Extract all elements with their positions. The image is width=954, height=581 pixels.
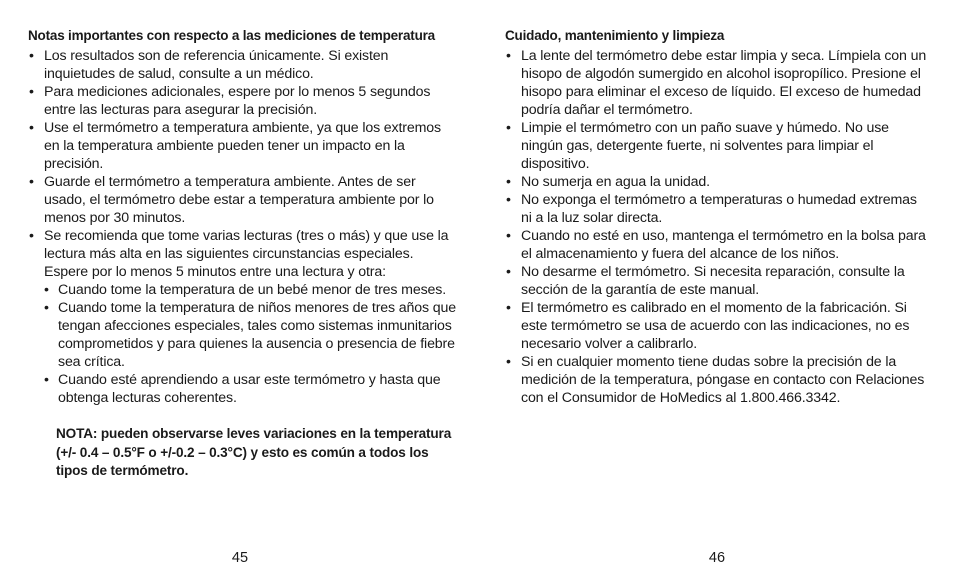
list-item: • Cuando no esté en uso, mantenga el termómetro en la bolsa para el almacenamiento y fuera del alcance de los niños.: [505, 227, 930, 263]
list-item: • El termómetro es calibrado en el momento de la fabricación. Si este termómetro se usa de acuerdo con las indicaciones, no es necesario volver a calibrarlo.: [505, 299, 930, 353]
left-page: [28, 27, 456, 481]
sub-list-item: • Cuando tome la temperatura de un bebé menor de tres meses.: [44, 281, 456, 299]
list-item: • La lente del termómetro debe estar limpia y seca. Límpiela con un hisopo de algodón sumergido en alcohol isopropílico. Presione el hisopo para eliminar el exceso de líquido. El exceso de humedad podría dañar el termómetro.: [505, 47, 930, 119]
right-page: [505, 27, 930, 407]
care-cleaning-heading: Cuidado, mantenimiento y limpieza: [505, 28, 725, 43]
list-item: • Guarde el termómetro a temperatura ambiente. Antes de ser usado, el termómetro debe estar a temperatura ambiente por lo menos por 30 minutos.: [28, 173, 456, 227]
variation-note: NOTA: pueden observarse leves variaciones en la temperatura (+/- 0.4 – 0.5°F o +/-0.2 – 0.3°C) y esto es común a todos los tipos de termómetro.: [56, 426, 452, 478]
list-item: • No sumerja en agua la unidad.: [505, 173, 930, 191]
list-item-with-subitems: [28, 227, 456, 407]
list-item-text: Se recomienda que tome varias lecturas (tres o más) y que use la lectura más alta en las siguientes circunstancias especiales. Espere por lo menos 5 minutos entre una lectura y otra:: [44, 228, 449, 280]
circumstances-sublist: [44, 281, 456, 407]
sub-list-item: • Cuando tome la temperatura de niños menores de tres años que tengan afecciones especiales, tales como sistemas inmunitarios comprometidos y para quienes la ausencia o presencia de fiebre sea crítica.: [44, 299, 456, 371]
care-cleaning-list: [505, 47, 930, 407]
list-item: • Si en cualquier momento tiene dudas sobre la precisión de la medición de la temperatura, póngase en contacto con Relaciones con el Consumidor de HoMedics al 1.800.466.3342.: [505, 353, 930, 407]
list-item: • Los resultados son de referencia únicamente. Si existen inquietudes de salud, consulte a un médico.: [28, 47, 456, 83]
sub-list-item: • Cuando esté aprendiendo a usar este termómetro y hasta que obtenga lecturas coherentes.: [44, 371, 456, 407]
list-item: • Para mediciones adicionales, espere por lo menos 5 segundos entre las lecturas para asegurar la precisión.: [28, 83, 456, 119]
list-item: • Limpie el termómetro con un paño suave y húmedo. No use ningún gas, detergente fuerte, ni solventes para limpiar el dispositivo.: [505, 119, 930, 173]
page-number-left: 45: [231, 550, 249, 566]
page-number-right: 46: [708, 550, 726, 566]
temperature-notes-list: [28, 47, 456, 407]
temperature-notes-heading: Notas importantes con respecto a las mediciones de temperatura: [28, 28, 435, 43]
list-item: • No desarme el termómetro. Si necesita reparación, consulte la sección de la garantía de este manual.: [505, 263, 930, 299]
list-item: • No exponga el termómetro a temperaturas o humedad extremas ni a la luz solar directa.: [505, 191, 930, 227]
list-item: • Use el termómetro a temperatura ambiente, ya que los extremos en la temperatura ambiente pueden tener un impacto en la precisión.: [28, 119, 456, 173]
